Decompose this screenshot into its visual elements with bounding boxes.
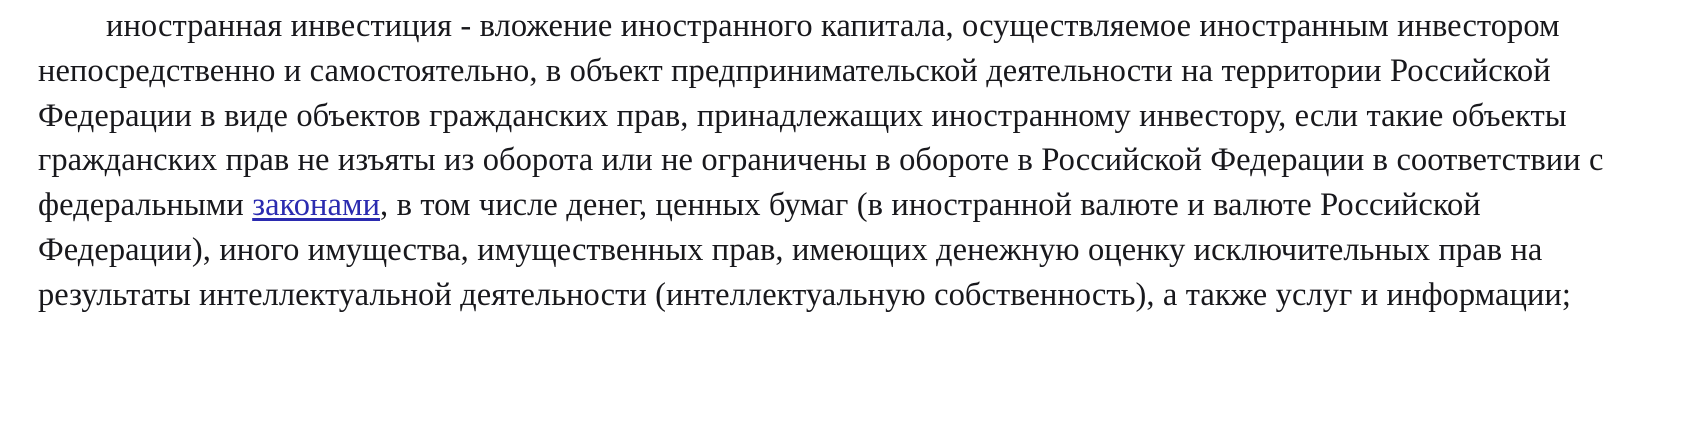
paragraph-text-after-link: , в том числе денег, ценных бумаг (в иностранной валюте и валюте Российской Федерации), иного имущества, имущественных прав, имеющих денежную оценку исключительных прав на результаты интеллектуальной деятельности (интеллектуальную собственность), а также услуг и информации; (38, 187, 1571, 313)
paragraph-text-before-link: иностранная инвестиция - вложение иностранного капитала, осуществляемое иностранным инвестором непосредственно и самостоятельно, в объект предпринимательской деятельности на территории Российской Федерации в виде объектов гражданских прав, принадлежащих иностранному инвестору, если такие объекты гражданских прав не изъяты из оборота или не ограничены в обороте в Российской Федерации в соответствии с федеральными (38, 8, 1604, 224)
definition-paragraph (38, 4, 1658, 318)
zakonami-link[interactable]: законами (252, 187, 381, 224)
